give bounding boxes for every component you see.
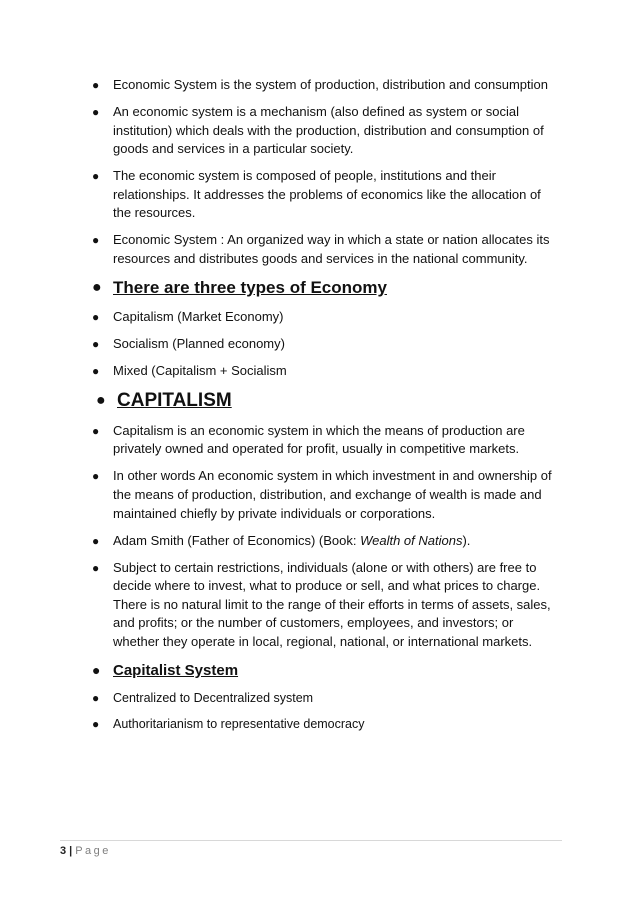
bullet-icon: ● [92,469,100,484]
list-item [92,335,562,354]
footer-separator: | [69,845,73,857]
bullet-icon: ● [92,78,100,92]
list-item-text: Authoritarianism to representative democracy [113,717,365,732]
heading-text: There are three types of Economy [113,277,387,297]
list-item-text: Subject to certain restrictions, individuals (alone or with others) are free to decide where to invest, what to produce or sell, and what prices to charge. There is no natural limit to the range of their efforts in terms of assets, sales, and profits; or the number of customers, employees, and investors; or whether they operate in local, regional, national, or international markets. [113,559,551,649]
bullet-icon: ● [92,169,100,184]
heading-text: CAPITALISM [117,389,232,411]
list-item-text: Economic System : An organized way in which a state or nation allocates its resources and distributes goods and services in the national community. [113,232,550,266]
bullet-icon: ● [92,423,100,438]
page-footer [60,845,111,857]
footer-divider [60,840,562,841]
list-item [92,559,562,652]
adam-smith-text: Adam Smith (Father of Economics) (Book: [113,532,361,548]
bullet-icon: ● [92,533,100,548]
page-number: 3 [60,845,67,857]
list-item-text: Capitalism (Market Economy) [113,308,284,324]
list-item-text: An economic system is a mechanism (also defined as system or social institution) which deals with the production, distribution and consumption of goods and services in a particular society. [113,103,544,157]
bullet-icon: ● [92,233,100,248]
list-item [92,422,562,459]
list-item-text: Mixed (Capitalism + Socialism [113,362,287,378]
bullet-icon: ● [92,363,100,378]
bullet-icon: ● [92,336,100,351]
bullet-icon: ● [92,717,100,732]
list-item [92,76,562,95]
bullet-icon: ● [92,690,100,705]
list-item-text: Economic System is the system of production, distribution and consumption [113,77,548,92]
adam-smith-suffix: ). [462,532,471,548]
bullet-icon: ● [92,278,102,296]
heading-types-of-economy [92,277,562,299]
heading-capitalist-system [92,660,562,681]
list-item [92,362,562,381]
bullet-icon: ● [92,104,100,119]
list-item-text [113,533,470,548]
list-item [92,103,562,159]
book-title: Wealth of Nations [360,532,463,548]
list-item-text: Centralized to Decentralized system [113,690,314,705]
list-item-text: Socialism (Planned economy) [113,335,285,351]
list-item-text: Capitalism is an economic system in which the means of production are privately owned and operated for profit, usually in competitive markets. [113,422,525,457]
heading-capitalism [92,389,562,413]
bullet-icon: ● [92,309,100,324]
bullet-icon: ● [92,560,100,575]
list-item [92,467,562,523]
list-item-text: In other words An economic system in which investment in and ownership of the means of production, distribution, and exchange of wealth is made and maintained chiefly by private individuals or corporations. [113,468,552,521]
list-item-text: The economic system is composed of people, institutions and their relationships. It addresses the problems of economics like the allocation of the resources. [113,168,541,221]
list-item [92,308,562,327]
list-item [92,231,562,268]
list-item [92,715,562,734]
list-item [92,689,562,708]
bullet-icon: ● [92,661,101,678]
page-content [92,76,562,741]
heading-text: Capitalist System [113,661,239,679]
page-label: Page [75,845,111,857]
list-item [92,532,562,551]
list-item [92,167,562,223]
bullet-icon: ● [96,391,106,409]
